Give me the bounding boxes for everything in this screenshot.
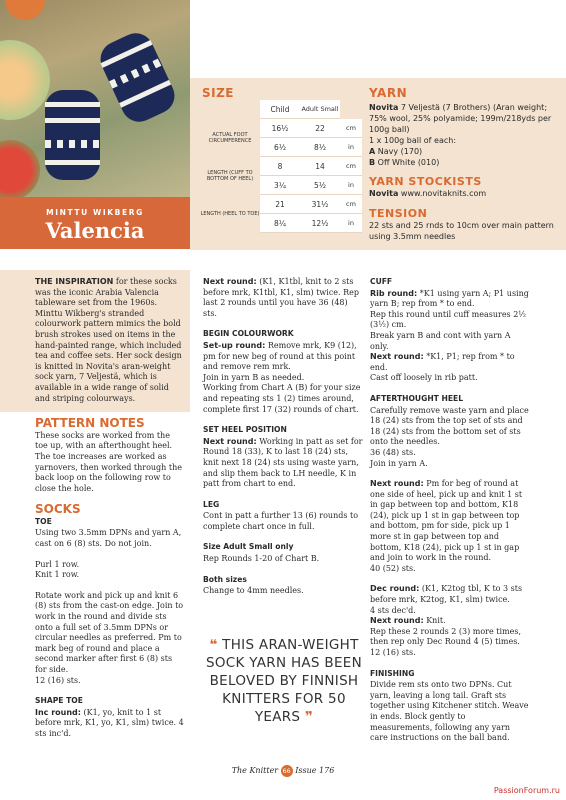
leg-heading: LEG bbox=[203, 499, 220, 509]
dec-step-2: 4 sts dec'd. bbox=[370, 605, 416, 615]
leg-text: Cont in patt a further 13 (6) rounds to complete chart once in full. bbox=[203, 511, 359, 531]
adult-value: 14 bbox=[300, 157, 340, 176]
dec-next-body: Knit. bbox=[426, 616, 446, 626]
stockists-text bbox=[369, 188, 559, 199]
dec-round-body: (K1, K2tog tbl, K to 3 sts before mrk, K2tog, K1, slm) twice. bbox=[370, 584, 523, 605]
dec-step-4: 12 (16) sts. bbox=[370, 648, 416, 657]
heel-next-label: Next round: bbox=[370, 479, 424, 489]
issue-number: Issue 176 bbox=[295, 766, 335, 775]
toe-step-1: Using two 3.5mm DPNs and yarn A, cast on 6 (8) sts. Do not join. bbox=[35, 528, 182, 549]
rib-round-label: Rib round: bbox=[370, 288, 418, 298]
rib-round-body: *K1 using yarn A; P1 using yarn B; rep from * to end. bbox=[370, 288, 529, 309]
unit: cm bbox=[340, 157, 362, 176]
both-sizes-heading: Both sizes bbox=[203, 574, 247, 584]
child-value: 3¼ bbox=[260, 176, 300, 195]
inspiration-lead: THE INSPIRATION bbox=[35, 277, 114, 286]
table-row bbox=[200, 119, 362, 138]
rib-step-2: Rep this round until cuff measures 2½ (3½) cm. bbox=[370, 309, 527, 330]
magazine-name: The Knitter bbox=[231, 766, 279, 775]
yarn-a-text: Navy (170) bbox=[377, 147, 423, 156]
row-label: ACTUAL FOOT CIRCUMFERENCE bbox=[208, 131, 252, 144]
setup-body: Remove mrk, K9 (12), pm for new beg of round at this point and remove rem mrk. bbox=[203, 340, 357, 372]
child-value: 8 bbox=[260, 157, 300, 176]
heel-position-heading: SET HEEL POSITION bbox=[203, 425, 287, 435]
sock-left bbox=[45, 90, 100, 180]
sock-right bbox=[95, 27, 181, 127]
toe-step-4: Rotate work and pick up and knit 6 (8) sts from the cast-on edge. Join to work in the round and divide sts onto a full set of 3.5mm DPNs or circular needles as preferred. Pm to mark beg of round and place a second marker after first 6 (8) sts for side. bbox=[35, 590, 184, 674]
adult-only-text: Rep Rounds 1-20 of Chart B. bbox=[203, 554, 320, 564]
cuff-next-text bbox=[370, 352, 530, 373]
column-2 bbox=[203, 277, 363, 607]
toe-heading: TOE bbox=[35, 516, 52, 526]
yarn-text: 7 Veljestä (7 Brothers) (Aran weight; 75% wool, 25% polyamide; 199m/218yds per 100g ball) bbox=[369, 103, 552, 134]
socks-heading: SOCKS bbox=[35, 502, 81, 517]
adult-value: 31½ bbox=[300, 195, 340, 214]
adult-value: 22 bbox=[300, 119, 340, 138]
adult-value: 8½ bbox=[300, 138, 340, 157]
toe-step-3: Knit 1 row. bbox=[35, 570, 80, 580]
yarn-heading: YARN bbox=[369, 86, 408, 100]
stockists-heading: YARN STOCKISTS bbox=[369, 175, 482, 188]
adult-value: 5½ bbox=[300, 176, 340, 195]
column-1 bbox=[35, 277, 185, 750]
shape-toe-text bbox=[35, 708, 185, 740]
next-round-label: Next round: bbox=[203, 277, 257, 286]
dec-step-3: Rep these 2 rounds 2 (3) more times, then rep only Dec Round 4 (5) times. bbox=[370, 626, 522, 647]
page-number: 66 bbox=[282, 767, 291, 775]
setup-label: Set-up round: bbox=[203, 340, 266, 350]
dec-round-text bbox=[370, 584, 530, 605]
inc-round-label: Inc round: bbox=[35, 707, 81, 717]
yarn-block bbox=[369, 86, 559, 242]
afterthought-heel-heading: AFTERTHOUGHT HEEL bbox=[370, 393, 464, 403]
row-label: LENGTH (HEEL TO TOE) bbox=[200, 210, 260, 217]
unit: cm bbox=[340, 119, 362, 138]
colourwork-heading: BEGIN COLOURWORK bbox=[203, 329, 294, 339]
yarn-qty: 1 x 100g ball of each: bbox=[369, 136, 457, 145]
close-quote-icon: ❞ bbox=[304, 709, 314, 725]
heel-step-4: 40 (52) sts. bbox=[370, 563, 416, 573]
rib-step-3: Break yarn B and cont with yarn A only. bbox=[370, 330, 511, 351]
stockist-brand: Novita bbox=[369, 189, 399, 198]
yarn-description bbox=[369, 102, 559, 135]
next-round-body: (K1, K1tbl, knit to 2 sts before mrk, K1tbl, K1, slm) twice. Rep last 2 rounds until you have 36 (48) sts. bbox=[203, 277, 359, 318]
heel-step-1: Carefully remove waste yarn and place 18 (24) sts from the top set of sts and 18 (24) sts from the bottom set of sts onto the needles. bbox=[370, 405, 529, 447]
cast-off-text: Cast off loosely in rib patt. bbox=[370, 373, 478, 383]
next-round-text bbox=[203, 277, 363, 319]
child-value: 21 bbox=[260, 195, 300, 214]
dec-next-label: Next round: bbox=[370, 616, 424, 626]
cuff-next-label: Next round: bbox=[370, 352, 424, 362]
yarn-a bbox=[369, 146, 559, 157]
cuff-heading: CUFF bbox=[370, 277, 393, 286]
stockist-url[interactable]: www.novitaknits.com bbox=[400, 189, 487, 198]
join-b-text: Join in yarn B as needed. bbox=[203, 372, 305, 382]
tension-heading: TENSION bbox=[369, 207, 428, 220]
socks-photo bbox=[0, 0, 190, 200]
pattern-notes-text: These socks are worked from the toe up, with an afterthought heel. The toe increases are worked as yarnovers, then worked through the back loop on the following row to close the hole. bbox=[35, 430, 182, 493]
size-heading: SIZE bbox=[202, 86, 235, 100]
heel-step-3: Join in yarn A. bbox=[370, 458, 428, 468]
heel-round-body: Working in patt as set for Round 18 (33), K to last 18 (24) sts, knit next 18 (24) sts using waste yarn, and slip them back to LH needle, K in patt from chart to end. bbox=[203, 436, 363, 489]
watermark: PassionForum.ru bbox=[493, 786, 560, 795]
heel-next-text bbox=[370, 479, 530, 564]
adult-only-heading: Size Adult Small only bbox=[203, 542, 294, 552]
chart-text: Working from Chart A (B) for your size and repeating sts 1 (2) times around, complete first 17 (32) rounds of chart. bbox=[203, 383, 361, 414]
heel-position-text bbox=[203, 437, 363, 490]
yarn-b-text: Off White (010) bbox=[377, 158, 440, 167]
both-sizes-text: Change to 4mm needles. bbox=[203, 586, 304, 596]
dec-next-text bbox=[370, 616, 530, 627]
yarn-brand: Novita bbox=[369, 103, 399, 112]
toe-step-2: Purl 1 row. bbox=[35, 559, 80, 569]
toe-step-5: 12 (16) sts. bbox=[35, 675, 81, 685]
row-label: LENGTH (CUFF TO BOTTOM OF HEEL) bbox=[206, 169, 254, 182]
child-value: 16½ bbox=[260, 119, 300, 138]
watermelon-image bbox=[0, 140, 40, 200]
yarn-b-label: B bbox=[369, 158, 376, 167]
size-table-header bbox=[200, 100, 362, 119]
finishing-heading: FINISHING bbox=[370, 668, 415, 678]
unit: in bbox=[340, 176, 362, 195]
pull-quote bbox=[200, 636, 368, 726]
unit: in bbox=[340, 138, 362, 157]
page-footer bbox=[0, 765, 566, 777]
child-value: 6½ bbox=[260, 138, 300, 157]
child-value: 8¼ bbox=[260, 214, 300, 233]
col-adult: Adult Small bbox=[300, 100, 340, 119]
yarn-b bbox=[369, 157, 559, 168]
table-row bbox=[200, 195, 362, 214]
finishing-text: Divide rem sts onto two DPNs. Cut yarn, leaving a long tail. Graft sts together using Kitchener stitch. Weave in ends. Block gently to measurements, following any yarn care instructions on the ball band. bbox=[370, 680, 529, 743]
heel-next-body: Pm for beg of round at one side of heel, pick up and knit 1 st in gap between top and bottom, K18 (24), pick up 1 st in gap between top and bottom, pm for side, pick up 1 more st in gap between top and bottom, K18 (24), pick up 1 st in gap and join to work in the round. bbox=[370, 479, 523, 563]
table-row bbox=[200, 157, 362, 176]
cuff-next-body: *K1, P1; rep from * to end. bbox=[370, 352, 515, 372]
dec-round-label: Dec round: bbox=[370, 584, 420, 594]
shape-toe-heading: SHAPE TOE bbox=[35, 696, 83, 706]
size-table bbox=[200, 100, 362, 233]
heel-round-label: Next round: bbox=[203, 436, 257, 446]
setup-text bbox=[203, 341, 363, 373]
inspiration-paragraph bbox=[35, 277, 185, 404]
designer-name: MINTTU WIKBERG bbox=[46, 208, 144, 217]
heel-step-2: 36 (48) sts. bbox=[370, 447, 416, 457]
open-quote-icon: ❝ bbox=[209, 637, 218, 653]
melon-image bbox=[0, 40, 50, 120]
fruit-image bbox=[5, 0, 45, 20]
pattern-title: Valencia bbox=[45, 218, 145, 243]
tension-text: 22 sts and 25 rnds to 10cm over main pattern using 3.5mm needles bbox=[369, 221, 554, 241]
quote-text: THIS ARAN-WEIGHT SOCK YARN HAS BEEN BELOVED BY FINNISH KNITTERS FOR 50 YEARS bbox=[205, 637, 363, 725]
rib-round-text bbox=[370, 289, 530, 310]
inspiration-text: for these socks was the iconic Arabia Valencia tableware set from the 1960s. Minttu Wikberg's stranded colourwork pattern mimics the bold brush strokes used on items in the hand-painted range, which included tea and coffee sets. Her sock design is knitted in Novita's aran-weight sock yarn, 7 Veljestä, which is available in a wide range of solid and striping colourways. bbox=[35, 277, 182, 403]
yarn-a-label: A bbox=[369, 147, 376, 156]
col-child: Child bbox=[260, 100, 300, 119]
adult-value: 12½ bbox=[300, 214, 340, 233]
column-3 bbox=[370, 277, 530, 754]
unit: cm bbox=[340, 195, 362, 214]
pattern-notes-heading: PATTERN NOTES bbox=[35, 416, 145, 431]
inc-round-text: (K1, yo, knit to 1 st before mrk, K1, yo, K1, slm) twice. 4 sts inc'd. bbox=[35, 707, 184, 738]
unit: in bbox=[340, 214, 362, 233]
